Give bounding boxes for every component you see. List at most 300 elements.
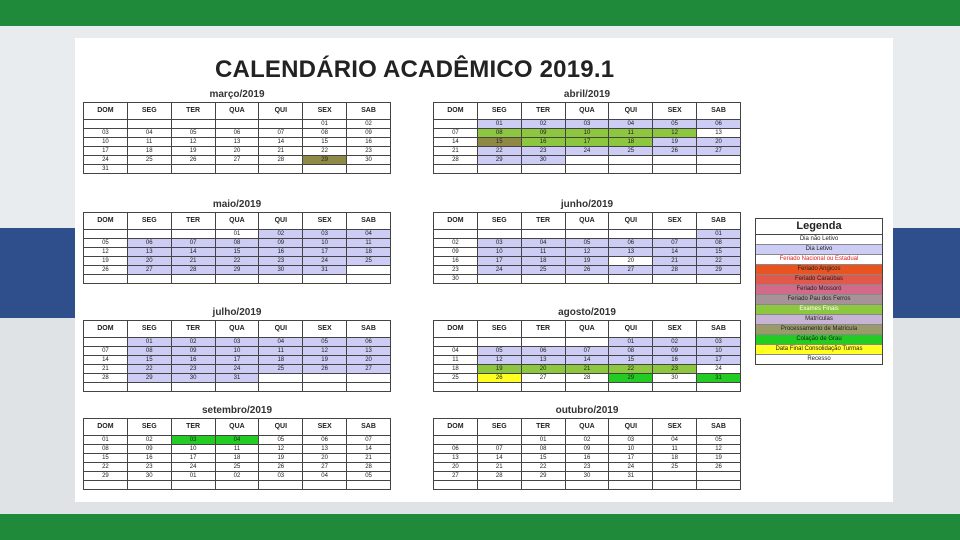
weekday-header-row — [434, 103, 741, 120]
weekday-header: SEX — [303, 103, 347, 120]
day-cell: 29 — [521, 472, 565, 481]
day-cell: 20 — [521, 365, 565, 374]
day-cell: 17 — [303, 248, 347, 257]
day-cell — [303, 165, 347, 174]
day-cell: 10 — [171, 445, 215, 454]
day-cell — [653, 156, 697, 165]
week-row — [434, 383, 741, 392]
legend-item: Processamento de Matrícula — [756, 325, 882, 335]
week-row — [84, 436, 391, 445]
day-cell — [697, 156, 741, 165]
day-cell: 21 — [347, 454, 391, 463]
legend-item: Feriado Pau dos Ferros — [756, 295, 882, 305]
day-cell: 22 — [127, 365, 171, 374]
day-cell: 04 — [215, 436, 259, 445]
day-cell: 07 — [84, 347, 128, 356]
week-row — [434, 257, 741, 266]
week-row — [434, 356, 741, 365]
day-cell: 21 — [477, 463, 521, 472]
day-cell: 02 — [653, 338, 697, 347]
day-cell: 16 — [565, 454, 609, 463]
day-cell — [303, 383, 347, 392]
day-cell — [565, 275, 609, 284]
day-cell: 01 — [609, 338, 653, 347]
day-cell: 24 — [477, 266, 521, 275]
weekday-header: QUA — [215, 321, 259, 338]
day-cell: 23 — [259, 257, 303, 266]
calendar-sheet — [75, 38, 893, 502]
week-row — [434, 374, 741, 383]
day-cell: 20 — [303, 454, 347, 463]
day-cell: 31 — [303, 266, 347, 275]
legend-item: Data Final Consolidação Turmas — [756, 345, 882, 355]
day-cell — [653, 472, 697, 481]
day-cell: 11 — [653, 445, 697, 454]
day-cell: 19 — [565, 257, 609, 266]
day-cell: 31 — [697, 374, 741, 383]
day-cell: 11 — [434, 356, 478, 365]
day-cell: 24 — [215, 365, 259, 374]
weekday-header-row — [84, 103, 391, 120]
day-cell: 10 — [215, 347, 259, 356]
day-cell — [171, 275, 215, 284]
day-cell: 08 — [609, 347, 653, 356]
day-cell: 22 — [697, 257, 741, 266]
weekday-header: QUA — [215, 419, 259, 436]
day-cell: 06 — [521, 347, 565, 356]
day-cell: 21 — [653, 257, 697, 266]
week-row — [84, 156, 391, 165]
day-cell: 14 — [653, 248, 697, 257]
day-cell: 27 — [609, 266, 653, 275]
week-row — [84, 248, 391, 257]
day-cell: 30 — [434, 275, 478, 284]
day-cell: 20 — [127, 257, 171, 266]
weekday-header: SEG — [477, 213, 521, 230]
day-cell — [127, 165, 171, 174]
day-cell: 12 — [84, 248, 128, 257]
day-cell: 06 — [434, 445, 478, 454]
month-calendar — [83, 404, 391, 490]
day-cell: 22 — [477, 147, 521, 156]
week-row — [84, 445, 391, 454]
day-cell: 25 — [215, 463, 259, 472]
weekday-header: TER — [521, 103, 565, 120]
day-cell — [347, 275, 391, 284]
weekday-header-row — [84, 321, 391, 338]
day-cell: 30 — [347, 156, 391, 165]
week-row — [84, 472, 391, 481]
day-cell — [259, 383, 303, 392]
day-cell: 09 — [259, 239, 303, 248]
day-cell: 29 — [215, 266, 259, 275]
month-calendar — [83, 198, 391, 284]
day-cell: 15 — [609, 356, 653, 365]
week-row — [434, 120, 741, 129]
day-cell — [521, 275, 565, 284]
day-cell: 28 — [477, 472, 521, 481]
day-cell — [84, 230, 128, 239]
day-cell — [171, 165, 215, 174]
day-cell — [347, 374, 391, 383]
month-name: outubro/2019 — [555, 405, 619, 416]
day-cell: 30 — [521, 156, 565, 165]
day-cell — [84, 481, 128, 490]
day-cell — [434, 436, 478, 445]
day-cell: 14 — [347, 445, 391, 454]
day-cell: 03 — [697, 338, 741, 347]
day-cell: 26 — [303, 365, 347, 374]
day-cell: 20 — [215, 147, 259, 156]
day-cell — [171, 230, 215, 239]
day-cell: 12 — [303, 347, 347, 356]
week-row — [434, 436, 741, 445]
day-cell — [565, 156, 609, 165]
day-cell: 01 — [171, 472, 215, 481]
day-cell: 10 — [609, 445, 653, 454]
day-cell: 08 — [215, 239, 259, 248]
legend-item: Recesso — [756, 355, 882, 364]
day-cell: 03 — [477, 239, 521, 248]
day-cell: 19 — [171, 147, 215, 156]
month-name: setembro/2019 — [201, 405, 273, 416]
day-cell: 24 — [565, 147, 609, 156]
day-cell: 12 — [697, 445, 741, 454]
day-cell — [609, 156, 653, 165]
week-row — [84, 338, 391, 347]
day-cell: 13 — [434, 454, 478, 463]
legend-title: Legenda — [756, 219, 882, 235]
day-cell: 17 — [84, 147, 128, 156]
day-cell — [347, 383, 391, 392]
day-cell: 02 — [171, 338, 215, 347]
day-cell: 04 — [303, 472, 347, 481]
weekday-header: SEX — [303, 419, 347, 436]
month-calendar — [433, 198, 741, 284]
day-cell: 15 — [521, 454, 565, 463]
day-cell: 05 — [259, 436, 303, 445]
day-cell: 18 — [434, 365, 478, 374]
day-cell: 08 — [477, 129, 521, 138]
month-table — [433, 212, 741, 284]
weekday-header: DOM — [434, 419, 478, 436]
day-cell: 18 — [609, 138, 653, 147]
day-cell: 20 — [697, 138, 741, 147]
month-table — [83, 212, 391, 284]
week-row — [434, 481, 741, 490]
weekday-header: QUA — [565, 419, 609, 436]
legend — [755, 218, 883, 365]
day-cell: 18 — [215, 454, 259, 463]
day-cell — [697, 165, 741, 174]
day-cell — [521, 230, 565, 239]
day-cell: 25 — [653, 463, 697, 472]
day-cell — [697, 472, 741, 481]
weekday-header: SEX — [653, 321, 697, 338]
week-row — [84, 129, 391, 138]
day-cell — [565, 165, 609, 174]
day-cell: 13 — [521, 356, 565, 365]
day-cell — [84, 383, 128, 392]
day-cell: 21 — [434, 147, 478, 156]
day-cell: 26 — [259, 463, 303, 472]
weekday-header: TER — [171, 103, 215, 120]
day-cell: 07 — [434, 129, 478, 138]
page-title: CALENDÁRIO ACADÊMICO 2019.1 — [215, 56, 615, 83]
day-cell: 01 — [84, 436, 128, 445]
week-row — [84, 463, 391, 472]
day-cell: 24 — [84, 156, 128, 165]
week-row — [84, 257, 391, 266]
day-cell — [477, 436, 521, 445]
day-cell: 31 — [609, 472, 653, 481]
week-row — [84, 138, 391, 147]
day-cell: 28 — [565, 374, 609, 383]
week-row — [434, 445, 741, 454]
day-cell — [477, 481, 521, 490]
weekday-header: QUI — [609, 213, 653, 230]
day-cell: 03 — [84, 129, 128, 138]
day-cell: 04 — [653, 436, 697, 445]
day-cell — [653, 165, 697, 174]
day-cell: 07 — [653, 239, 697, 248]
day-cell: 18 — [521, 257, 565, 266]
weekday-header: SEX — [303, 213, 347, 230]
month-table — [433, 320, 741, 392]
weekday-header: SEG — [127, 213, 171, 230]
day-cell: 06 — [215, 129, 259, 138]
day-cell: 21 — [565, 365, 609, 374]
month-name: julho/2019 — [212, 307, 262, 318]
day-cell: 25 — [127, 156, 171, 165]
day-cell: 12 — [477, 356, 521, 365]
day-cell: 15 — [477, 138, 521, 147]
day-cell — [127, 383, 171, 392]
day-cell: 19 — [697, 454, 741, 463]
day-cell: 22 — [303, 147, 347, 156]
week-row — [434, 138, 741, 147]
month-name: março/2019 — [209, 89, 265, 100]
day-cell — [215, 481, 259, 490]
weekday-header-row — [84, 419, 391, 436]
day-cell: 13 — [347, 347, 391, 356]
day-cell: 15 — [84, 454, 128, 463]
day-cell — [609, 481, 653, 490]
day-cell: 19 — [653, 138, 697, 147]
day-cell — [653, 275, 697, 284]
day-cell: 25 — [259, 365, 303, 374]
day-cell: 15 — [303, 138, 347, 147]
month-name: agosto/2019 — [558, 307, 616, 318]
day-cell — [303, 481, 347, 490]
day-cell: 29 — [697, 266, 741, 275]
day-cell: 09 — [171, 347, 215, 356]
day-cell: 03 — [565, 120, 609, 129]
day-cell: 17 — [171, 454, 215, 463]
day-cell: 13 — [697, 129, 741, 138]
day-cell — [609, 383, 653, 392]
day-cell: 12 — [259, 445, 303, 454]
day-cell: 18 — [347, 248, 391, 257]
week-row — [434, 147, 741, 156]
day-cell — [215, 165, 259, 174]
day-cell: 27 — [215, 156, 259, 165]
day-cell: 16 — [259, 248, 303, 257]
day-cell: 03 — [303, 230, 347, 239]
day-cell: 23 — [653, 365, 697, 374]
day-cell: 16 — [347, 138, 391, 147]
day-cell: 17 — [609, 454, 653, 463]
day-cell: 26 — [565, 266, 609, 275]
weekday-header: SAB — [347, 419, 391, 436]
day-cell: 23 — [565, 463, 609, 472]
legend-item: Colação de Grau — [756, 335, 882, 345]
day-cell: 29 — [303, 156, 347, 165]
weekday-header: SEG — [477, 419, 521, 436]
day-cell: 03 — [609, 436, 653, 445]
day-cell — [434, 383, 478, 392]
weekday-header: SEG — [127, 103, 171, 120]
day-cell: 07 — [347, 436, 391, 445]
day-cell: 02 — [521, 120, 565, 129]
month-table — [433, 418, 741, 490]
week-row — [434, 129, 741, 138]
day-cell: 11 — [521, 248, 565, 257]
day-cell: 29 — [477, 156, 521, 165]
day-cell: 01 — [127, 338, 171, 347]
day-cell: 25 — [521, 266, 565, 275]
day-cell: 13 — [215, 138, 259, 147]
day-cell — [84, 338, 128, 347]
day-cell: 29 — [127, 374, 171, 383]
day-cell: 28 — [347, 463, 391, 472]
day-cell — [347, 266, 391, 275]
day-cell: 08 — [697, 239, 741, 248]
week-row — [84, 266, 391, 275]
day-cell: 05 — [84, 239, 128, 248]
month-calendar — [433, 404, 741, 490]
day-cell: 10 — [84, 138, 128, 147]
day-cell: 28 — [653, 266, 697, 275]
day-cell: 18 — [653, 454, 697, 463]
day-cell — [609, 275, 653, 284]
day-cell — [259, 275, 303, 284]
day-cell: 24 — [697, 365, 741, 374]
week-row — [84, 481, 391, 490]
day-cell: 23 — [521, 147, 565, 156]
day-cell — [303, 275, 347, 284]
day-cell: 27 — [434, 472, 478, 481]
day-cell: 07 — [259, 129, 303, 138]
day-cell: 17 — [697, 356, 741, 365]
day-cell — [347, 165, 391, 174]
day-cell: 27 — [127, 266, 171, 275]
day-cell: 05 — [653, 120, 697, 129]
day-cell: 03 — [171, 436, 215, 445]
day-cell: 17 — [477, 257, 521, 266]
day-cell: 24 — [303, 257, 347, 266]
day-cell — [127, 230, 171, 239]
day-cell: 16 — [171, 356, 215, 365]
day-cell: 09 — [653, 347, 697, 356]
day-cell — [697, 481, 741, 490]
day-cell: 22 — [215, 257, 259, 266]
day-cell: 05 — [697, 436, 741, 445]
day-cell: 01 — [303, 120, 347, 129]
day-cell: 27 — [347, 365, 391, 374]
day-cell: 11 — [259, 347, 303, 356]
week-row — [84, 275, 391, 284]
weekday-header: QUI — [609, 321, 653, 338]
day-cell: 23 — [347, 147, 391, 156]
day-cell: 15 — [697, 248, 741, 257]
day-cell — [84, 120, 128, 129]
day-cell: 20 — [609, 257, 653, 266]
day-cell — [434, 120, 478, 129]
day-cell — [477, 165, 521, 174]
weekday-header: QUI — [259, 103, 303, 120]
day-cell — [565, 383, 609, 392]
day-cell: 12 — [565, 248, 609, 257]
day-cell: 12 — [653, 129, 697, 138]
legend-item: Exames Finais — [756, 305, 882, 315]
day-cell: 04 — [521, 239, 565, 248]
day-cell — [215, 275, 259, 284]
day-cell: 05 — [171, 129, 215, 138]
day-cell: 15 — [127, 356, 171, 365]
day-cell: 10 — [477, 248, 521, 257]
day-cell — [653, 383, 697, 392]
day-cell: 08 — [303, 129, 347, 138]
legend-items — [756, 235, 882, 364]
day-cell — [565, 230, 609, 239]
weekday-header: SEG — [127, 321, 171, 338]
month-calendar — [433, 306, 741, 392]
month-name: maio/2019 — [212, 199, 262, 210]
weekday-header-row — [434, 321, 741, 338]
weekday-header: SEG — [127, 419, 171, 436]
day-cell: 29 — [609, 374, 653, 383]
day-cell: 03 — [215, 338, 259, 347]
day-cell: 10 — [565, 129, 609, 138]
weekday-header: TER — [521, 419, 565, 436]
day-cell: 04 — [127, 129, 171, 138]
day-cell: 06 — [697, 120, 741, 129]
legend-item: Feriado Nacional ou Estadual — [756, 255, 882, 265]
day-cell — [171, 481, 215, 490]
day-cell: 02 — [215, 472, 259, 481]
day-cell: 05 — [477, 347, 521, 356]
day-cell: 02 — [434, 239, 478, 248]
weekday-header: QUI — [259, 321, 303, 338]
day-cell: 01 — [521, 436, 565, 445]
month-calendar — [83, 306, 391, 392]
day-cell: 02 — [565, 436, 609, 445]
day-cell: 30 — [653, 374, 697, 383]
day-cell — [609, 165, 653, 174]
day-cell: 19 — [84, 257, 128, 266]
day-cell — [303, 374, 347, 383]
day-cell — [259, 481, 303, 490]
day-cell: 16 — [434, 257, 478, 266]
weekday-header: QUA — [215, 103, 259, 120]
day-cell: 14 — [477, 454, 521, 463]
day-cell: 04 — [347, 230, 391, 239]
day-cell: 26 — [697, 463, 741, 472]
day-cell: 28 — [259, 156, 303, 165]
day-cell: 16 — [521, 138, 565, 147]
day-cell: 30 — [171, 374, 215, 383]
